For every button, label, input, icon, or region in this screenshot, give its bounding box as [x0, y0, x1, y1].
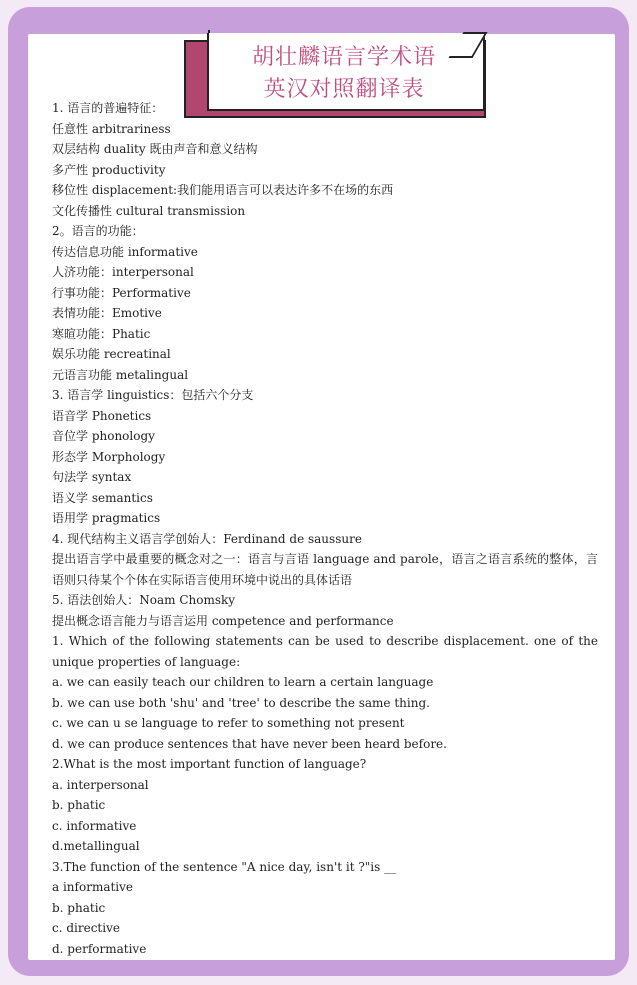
term-line: 寒暄功能：Phatic	[52, 326, 151, 341]
term-line: 多产性 productivity	[52, 162, 166, 177]
term-line: 语义学 semantics	[52, 490, 153, 505]
paragraph: 提出语言学中最重要的概念对之一：语言与言语 language and parole，语言之语言系统的整体，言语则只待某个个体在实际语言使用环境中说出的具体话语	[52, 552, 598, 587]
term-line: 行事功能：Performative	[52, 285, 191, 300]
term-line: 形态学 Morphology	[52, 449, 166, 464]
answer-option: a informative	[52, 880, 134, 894]
term-line: 双层结构 duality 既由声音和意义结构	[52, 142, 258, 156]
term-line: 文化传播性 cultural transmission	[52, 203, 246, 218]
term-line: 句法学 syntax	[52, 470, 132, 484]
section-heading: 4. 现代结构主义语言学创始人：Ferdinand de saussure	[52, 531, 362, 546]
term-line: 语用学 pragmatics	[52, 511, 161, 525]
term-line: 表情功能：Emotive	[52, 306, 162, 320]
answer-option: d. we can produce sentences that have never been heard before.	[52, 736, 447, 751]
section-heading: 2。语言的功能：	[52, 224, 144, 238]
term-line: 移位性 displacement:我们能用语言可以表达许多不在场的东西	[52, 183, 394, 197]
term-line: 娱乐功能 recreatinal	[52, 347, 171, 361]
term-line: 音位学 phonology	[52, 429, 155, 443]
question: 2.What is the most important function of language?	[52, 757, 367, 771]
page-title-line-1: 胡壮麟语言学术语	[251, 45, 436, 70]
term-line: 元语言功能 metalingual	[52, 367, 189, 382]
answer-option: d. performative	[52, 941, 147, 956]
term-line: 提出概念语言能力与语言运用 competence and performance	[52, 613, 394, 628]
section-heading: 5. 语法创始人：Noam Chomsky	[52, 593, 236, 607]
answer-option: b. we can use both 'shu' and 'tree' to describe the same thing.	[52, 695, 430, 710]
section-heading: 3. 语言学 linguistics：包括六个分支	[52, 388, 254, 402]
answer-option: c. we can u se language to refer to something not present	[52, 716, 405, 730]
answer-option: a. we can easily teach our children to learn a certain language	[52, 675, 434, 689]
answer-option: c. informative	[52, 818, 137, 833]
answer-option: c. directive	[52, 921, 120, 935]
answer-option: b. phatic	[52, 798, 106, 812]
term-line: 语音学 Phonetics	[52, 408, 152, 423]
question: 3.The function of the sentence "A nice day, isn't it ?"is __	[52, 859, 397, 874]
document-body	[52, 98, 598, 959]
page-title-line-2: 英汉对照翻译表	[263, 77, 425, 102]
term-line: 传达信息功能 informative	[52, 244, 198, 259]
answer-option: d.metallingual	[52, 839, 140, 853]
question: 1. Which of the following statements can be used to describe displacement. one of the unique properties of language:	[52, 634, 598, 669]
section-heading: 1. 语言的普遍特征：	[52, 101, 164, 115]
term-line: 任意性 arbitrariness	[52, 121, 171, 136]
answer-option: b. phatic	[52, 900, 106, 915]
answer-option: a. interpersonal	[52, 777, 149, 792]
term-line: 人济功能：interpersonal	[52, 265, 194, 279]
